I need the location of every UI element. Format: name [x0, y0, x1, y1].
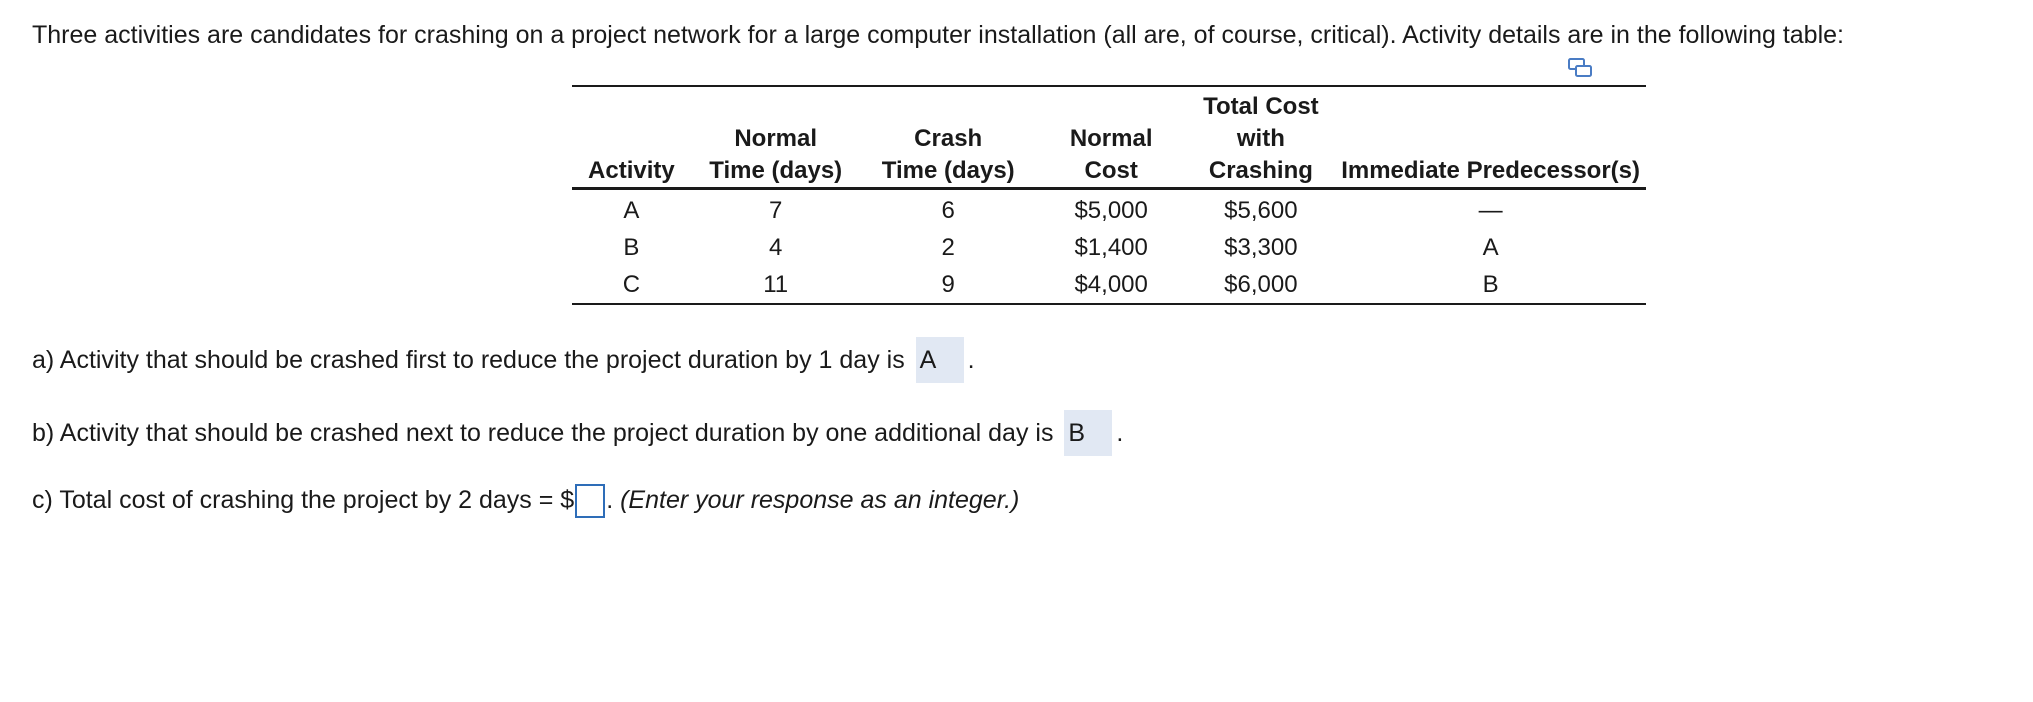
cell-total-cost: $3,300	[1224, 233, 1298, 261]
cell-normal-cost: $1,400	[1074, 233, 1148, 261]
header-immediate-predecessors: Immediate Predecessor(s)	[1335, 86, 1646, 189]
cell-activity: C	[622, 270, 641, 298]
table-row	[572, 229, 1646, 266]
cell-crash-time: 9	[941, 270, 955, 298]
cell-normal-cost: $5,000	[1074, 196, 1148, 224]
problem-statement: Three activities are candidates for crashing on a project network for a large computer installation (all are, of course, critical). Activity details are in the following table:	[32, 21, 1844, 49]
question-b	[32, 410, 1123, 456]
cell-normal-time: 4	[769, 233, 783, 261]
cell-activity: A	[623, 196, 640, 224]
header-activity: Activity	[572, 86, 691, 189]
header-normal-cost: Normal Cost	[1036, 86, 1187, 189]
cell-crash-time: 6	[941, 196, 955, 224]
question-c-hint: (Enter your response as an integer.)	[620, 486, 1020, 514]
question-c-text: c) Total cost of crashing the project by 2 days = $	[32, 486, 575, 514]
cell-predecessors: B	[1482, 270, 1499, 298]
cell-predecessors: —	[1478, 196, 1503, 224]
header-crash-time: Crash Time (days)	[861, 86, 1036, 189]
question-c-period: .	[606, 486, 614, 514]
table-row	[572, 189, 1646, 230]
cell-normal-time: 7	[769, 196, 783, 224]
cell-predecessors: A	[1482, 233, 1499, 261]
question-c	[32, 483, 1019, 518]
cell-total-cost: $5,600	[1224, 196, 1298, 224]
cell-activity: B	[623, 233, 640, 261]
question-a-answer: A	[916, 337, 964, 383]
header-total-cost-crashing: Total Cost with Crashing	[1187, 86, 1336, 189]
cell-crash-time: 2	[941, 233, 955, 261]
question-a-text: a) Activity that should be crashed first to reduce the project duration by 1 day is	[32, 346, 905, 374]
copy-table-icon[interactable]	[1567, 57, 1593, 79]
cell-normal-time: 11	[763, 270, 789, 298]
question-a	[32, 337, 975, 383]
activity-table	[572, 85, 1646, 305]
total-cost-input[interactable]	[575, 484, 605, 518]
question-b-answer: B	[1064, 410, 1112, 456]
question-a-period: .	[967, 346, 975, 374]
cell-total-cost: $6,000	[1224, 270, 1298, 298]
table-row	[572, 266, 1646, 304]
activity-table-container	[572, 85, 1646, 305]
question-b-period: .	[1116, 419, 1124, 447]
table-header-row	[572, 86, 1646, 189]
cell-normal-cost: $4,000	[1074, 270, 1148, 298]
question-b-text: b) Activity that should be crashed next to reduce the project duration by one additional day is	[32, 419, 1054, 447]
header-normal-time: Normal Time (days)	[691, 86, 861, 189]
